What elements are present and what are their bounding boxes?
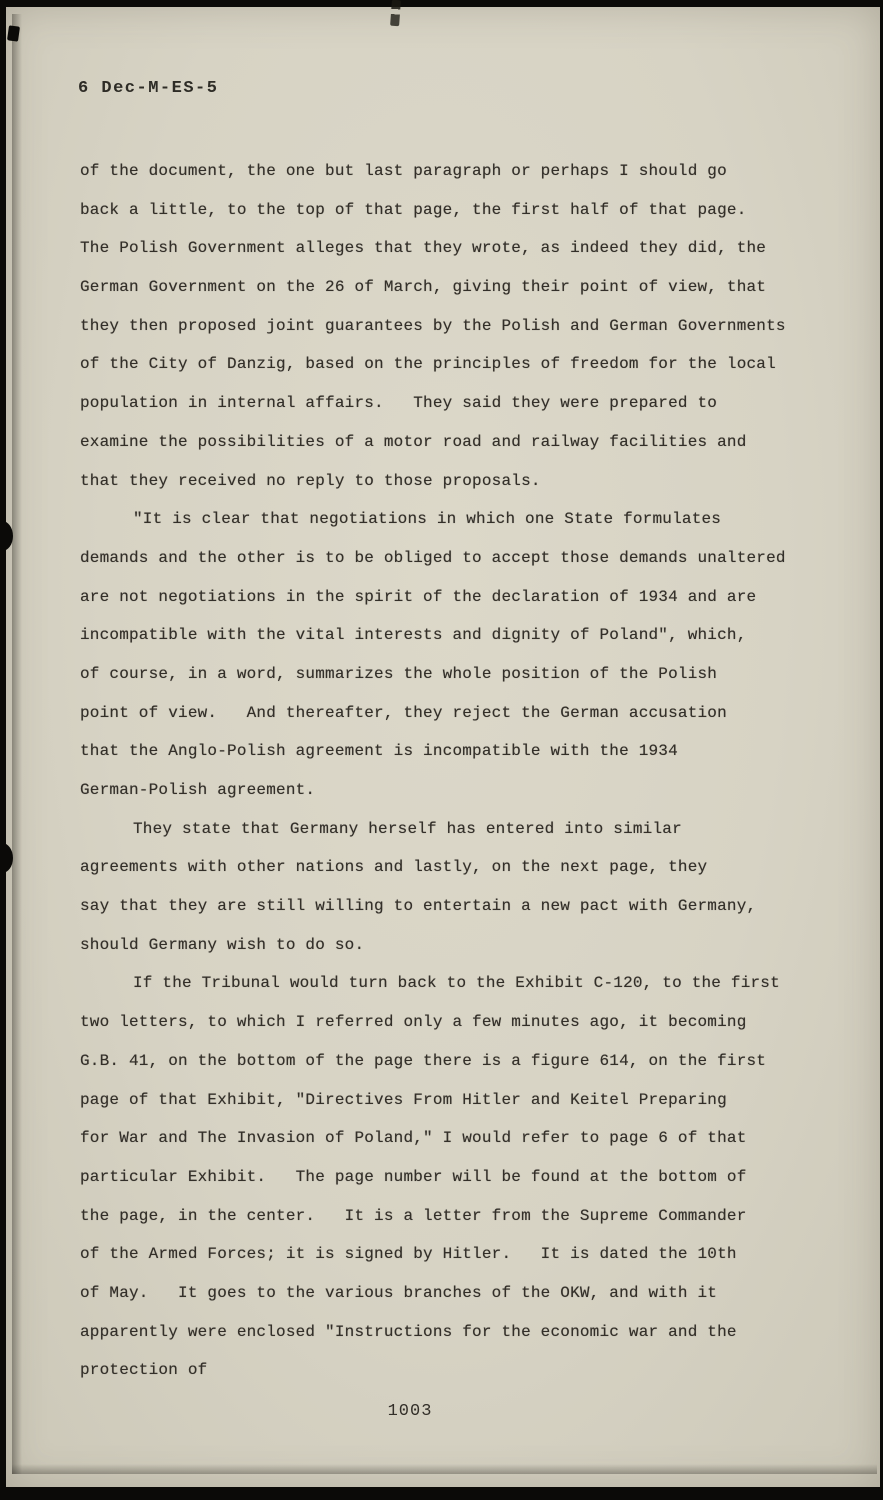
text-line: of course, in a word, summarizes the whole position of the Polish [80,664,718,683]
text-line: that they received no reply to those proposals. [80,471,541,490]
text-line: the page, in the center. It is a letter from the Supreme Commander [80,1206,747,1225]
text-line: particular Exhibit. The page number will be found at the bottom of [80,1167,747,1186]
text-line: They state that Germany herself has entered into similar [133,819,682,838]
top-edge-smudge [390,0,401,26]
text-line: protection of [80,1361,208,1380]
text-line: German Government on the 26 of March, giving their point of view, that [80,278,767,297]
text-line: page of that Exhibit, "Directives From Hitler and Keitel Preparing [80,1090,727,1109]
text-line: "It is clear that negotiations in which one State formulates [133,510,722,529]
text-line: G.B. 41, on the bottom of the page there is a figure 614, on the first [80,1051,767,1070]
document-body [80,152,860,1390]
text-line: are not negotiations in the spirit of the declaration of 1934 and are [80,587,757,606]
text-line: should Germany wish to do so. [80,935,365,954]
left-edge-shadow [12,14,22,1474]
text-line: of the document, the one but last paragraph or perhaps I should go [80,162,727,180]
text-line: of May. It goes to the various branches of the OKW, and with it [80,1283,718,1302]
text-line: of the Armed Forces; it is signed by Hitler. It is dated the 10th [80,1245,737,1264]
text-line: that the Anglo-Polish agreement is incompatible with the 1934 [80,742,678,761]
text-line: If the Tribunal would turn back to the Exhibit C-120, to the first [133,974,780,993]
text-line: back a little, to the top of that page, the first half of that page. [80,200,747,219]
bottom-edge-shadow [12,1464,877,1474]
page-number: 1003 [387,1402,433,1421]
text-line: they then proposed joint guarantees by the Polish and German Governments [80,316,786,335]
text-line: demands and the other is to be obliged to accept those demands unaltered [80,548,786,567]
text-line: apparently were enclosed "Instructions for the economic war and the [80,1322,737,1341]
text-line: of the City of Danzig, based on the principles of freedom for the local [80,355,776,374]
paper [6,7,880,1487]
text-line: examine the possibilities of a motor road and railway facilities and [80,432,747,451]
text-line: agreements with other nations and lastly, on the next page, they [80,858,708,877]
text-line: German-Polish agreement. [80,781,316,799]
text-line: incompatible with the vital interests and dignity of Poland", which, [80,626,747,645]
text-line: for War and The Invasion of Poland," I would refer to page 6 of that [80,1129,747,1148]
document-header: 6 Dec-M-ES-5 [78,79,219,98]
text-line: say that they are still willing to entertain a new pact with Germany, [80,897,757,916]
corner-ink-mark [7,25,20,41]
text-line: population in internal affairs. They said they were prepared to [80,394,718,413]
text-line: point of view. And thereafter, they reject the German accusation [80,703,727,722]
text-line: The Polish Government alleges that they wrote, as indeed they did, the [80,239,767,258]
text-line: two letters, to which I referred only a few minutes ago, it becoming [80,1013,747,1032]
